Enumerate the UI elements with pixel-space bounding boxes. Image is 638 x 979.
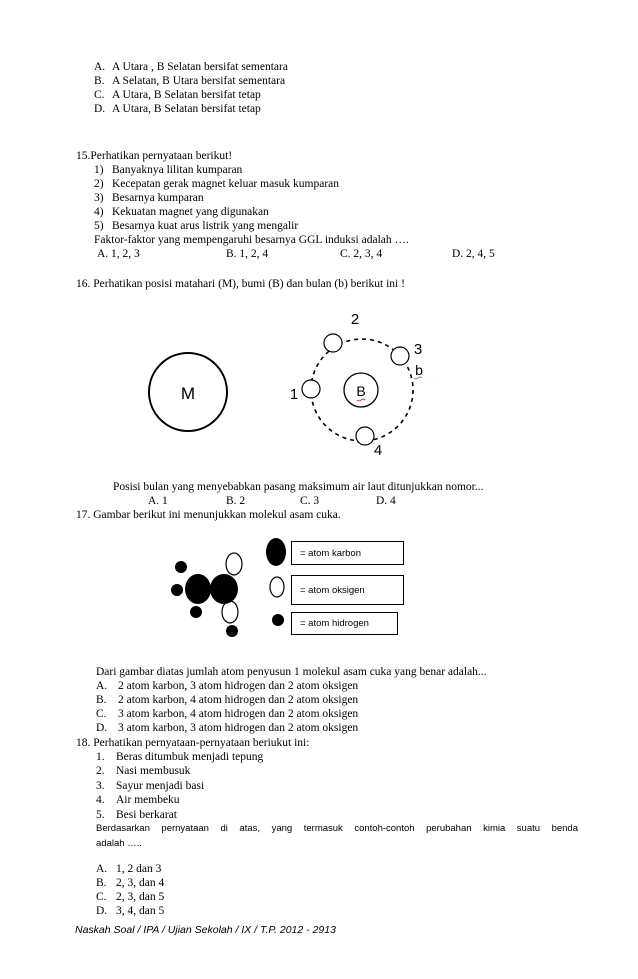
q16-option-d: D. 4 bbox=[376, 495, 396, 507]
q17-option-b: 2 atom karbon, 4 atom hidrogen dan 2 atom oksigen bbox=[118, 694, 359, 706]
q15-item-5: Besarnya kuat arus listrik yang mengalir bbox=[112, 220, 299, 232]
moon-position-3 bbox=[391, 347, 409, 365]
q17-option-c: 3 atom karbon, 4 atom hidrogen dan 2 atom oksigen bbox=[118, 708, 359, 720]
q17-option-b-letter: B. bbox=[96, 694, 107, 706]
q15-item-2-num: 2) bbox=[94, 178, 104, 190]
q16-prompt: Posisi bulan yang menyebabkan pasang maksimum air laut ditunjukkan nomor... bbox=[113, 481, 484, 493]
legend-hydrogen-icon bbox=[272, 614, 284, 626]
q16-option-a: A. 1 bbox=[148, 495, 168, 507]
earth-label: B bbox=[356, 383, 366, 399]
q15-item-4: Kekuatan magnet yang digunakan bbox=[112, 206, 269, 218]
q14-option-d: D. bbox=[94, 103, 106, 115]
q18-question: 18. Perhatikan pernyataan-pernyataan beriukut ini: bbox=[76, 737, 310, 749]
sun-earth-moon-diagram bbox=[0, 300, 638, 470]
spell-mark bbox=[357, 399, 365, 401]
q14-option-c-text: A Utara, B Selatan bersifat tetap bbox=[112, 89, 261, 101]
q14-option-d-text: A Utara, B Selatan bersifat tetap bbox=[112, 103, 261, 115]
q18-item-4-num: 4. bbox=[96, 794, 105, 806]
q15-item-5-num: 5) bbox=[94, 220, 104, 232]
q18-item-2-num: 2. bbox=[96, 765, 105, 777]
atom-legend-symbols bbox=[260, 534, 292, 634]
q18-item-3: Sayur menjadi basi bbox=[116, 780, 205, 792]
oxygen-atom bbox=[226, 553, 242, 575]
q18-option-c-letter: C. bbox=[96, 891, 107, 903]
q18-prompt-line-1: Berdasarkan pernyataan di atas, yang termasuk contoh-contoh perubahan kimia suatu benda bbox=[96, 823, 578, 834]
q17-option-c-letter: C. bbox=[96, 708, 107, 720]
q15-prompt: Faktor-faktor yang mempengaruhi besarnya GGL induksi adalah …. bbox=[94, 234, 409, 246]
q16-question: 16. Perhatikan posisi matahari (M), bumi (B) dan bulan (b) berikut ini ! bbox=[76, 278, 405, 290]
q17-option-a: 2 atom karbon, 3 atom hidrogen dan 2 atom oksigen bbox=[118, 680, 359, 692]
q15-option-d: D. 2, 4, 5 bbox=[452, 248, 495, 260]
q18-item-4: Air membeku bbox=[116, 794, 180, 806]
q15-item-3: Besarnya kumparan bbox=[112, 192, 204, 204]
hydrogen-atom bbox=[171, 584, 183, 596]
position-label-1: 1 bbox=[289, 386, 299, 403]
q18-option-d-letter: D. bbox=[96, 905, 108, 917]
q18-option-b: 2, 3, dan 4 bbox=[116, 877, 165, 889]
legend-carbon: = atom karbon bbox=[291, 541, 404, 565]
q15-option-c: C. 2, 3, 4 bbox=[340, 248, 383, 260]
legend-carbon-icon bbox=[266, 538, 286, 566]
hydrogen-atom bbox=[175, 561, 187, 573]
position-label-3: 3 bbox=[413, 341, 423, 358]
q15-item-3-num: 3) bbox=[94, 192, 104, 204]
carbon-atom bbox=[185, 574, 211, 604]
q18-option-d: 3, 4, dan 5 bbox=[116, 905, 165, 917]
q18-item-2: Nasi membusuk bbox=[116, 765, 191, 777]
q18-option-a-letter: A. bbox=[96, 863, 108, 875]
q15-option-b: B. 1, 2, 4 bbox=[226, 248, 269, 260]
q16-option-c: C. 3 bbox=[300, 495, 320, 507]
q14-option-c: C. bbox=[94, 89, 105, 101]
moon-position-2 bbox=[324, 334, 342, 352]
legend-oxygen-icon bbox=[270, 577, 284, 597]
q18-item-5: Besi berkarat bbox=[116, 809, 177, 821]
q15-item-1-num: 1) bbox=[94, 164, 104, 176]
q18-item-1: Beras ditumbuk menjadi tepung bbox=[116, 751, 264, 763]
legend-hydrogen: = atom hidrogen bbox=[291, 612, 398, 635]
q14-option-b: B. bbox=[94, 75, 105, 87]
q15-item-4-num: 4) bbox=[94, 206, 104, 218]
moon-position-4 bbox=[356, 427, 374, 445]
q16-option-b: B. 2 bbox=[226, 495, 246, 507]
moon-label: b bbox=[415, 362, 423, 378]
moon-position-1 bbox=[302, 380, 320, 398]
page-footer: Naskah Soal / IPA / Ujian Sekolah / IX / T.P. 2012 - 2913 bbox=[75, 924, 336, 936]
q18-item-1-num: 1. bbox=[96, 751, 105, 763]
q17-option-a-letter: A. bbox=[96, 680, 108, 692]
carbon-atom bbox=[210, 574, 238, 604]
q17-prompt: Dari gambar diatas jumlah atom penyusun 1 molekul asam cuka yang benar adalah... bbox=[96, 666, 487, 678]
q17-question: 17. Gambar berikut ini menunjukkan molekul asam cuka. bbox=[76, 509, 341, 521]
q14-option-b-text: A Selatan, B Utara bersifat sementara bbox=[112, 75, 286, 87]
q18-prompt-line-2: adalah ….. bbox=[96, 838, 142, 849]
q18-option-a: 1, 2 dan 3 bbox=[116, 863, 162, 875]
hydrogen-atom bbox=[190, 606, 202, 618]
q15-item-1: Banyaknya lilitan kumparan bbox=[112, 164, 243, 176]
oxygen-atom bbox=[222, 601, 238, 623]
q18-item-5-num: 5. bbox=[96, 809, 105, 821]
q17-option-d-letter: D. bbox=[96, 722, 108, 734]
q15-item-2: Kecepatan gerak magnet keluar masuk kumparan bbox=[112, 178, 340, 190]
position-label-2: 2 bbox=[350, 311, 360, 328]
hydrogen-atom bbox=[226, 625, 238, 637]
legend-oxygen: = atom oksigen bbox=[291, 575, 404, 605]
q14-option-a-text: A Utara , B Selatan bersifat sementara bbox=[112, 61, 288, 73]
q18-option-b-letter: B. bbox=[96, 877, 107, 889]
q18-option-c: 2, 3, dan 5 bbox=[116, 891, 165, 903]
sun-label: M bbox=[180, 384, 196, 403]
q15-question: 15.Perhatikan pernyataan berikut! bbox=[76, 150, 233, 162]
q14-option-a: A. bbox=[94, 61, 106, 73]
position-label-4: 4 bbox=[373, 442, 383, 459]
q18-item-3-num: 3. bbox=[96, 780, 105, 792]
q15-option-a: A. 1, 2, 3 bbox=[97, 248, 140, 260]
q17-option-d: 3 atom karbon, 3 atom hidrogen dan 2 atom oksigen bbox=[118, 722, 359, 734]
